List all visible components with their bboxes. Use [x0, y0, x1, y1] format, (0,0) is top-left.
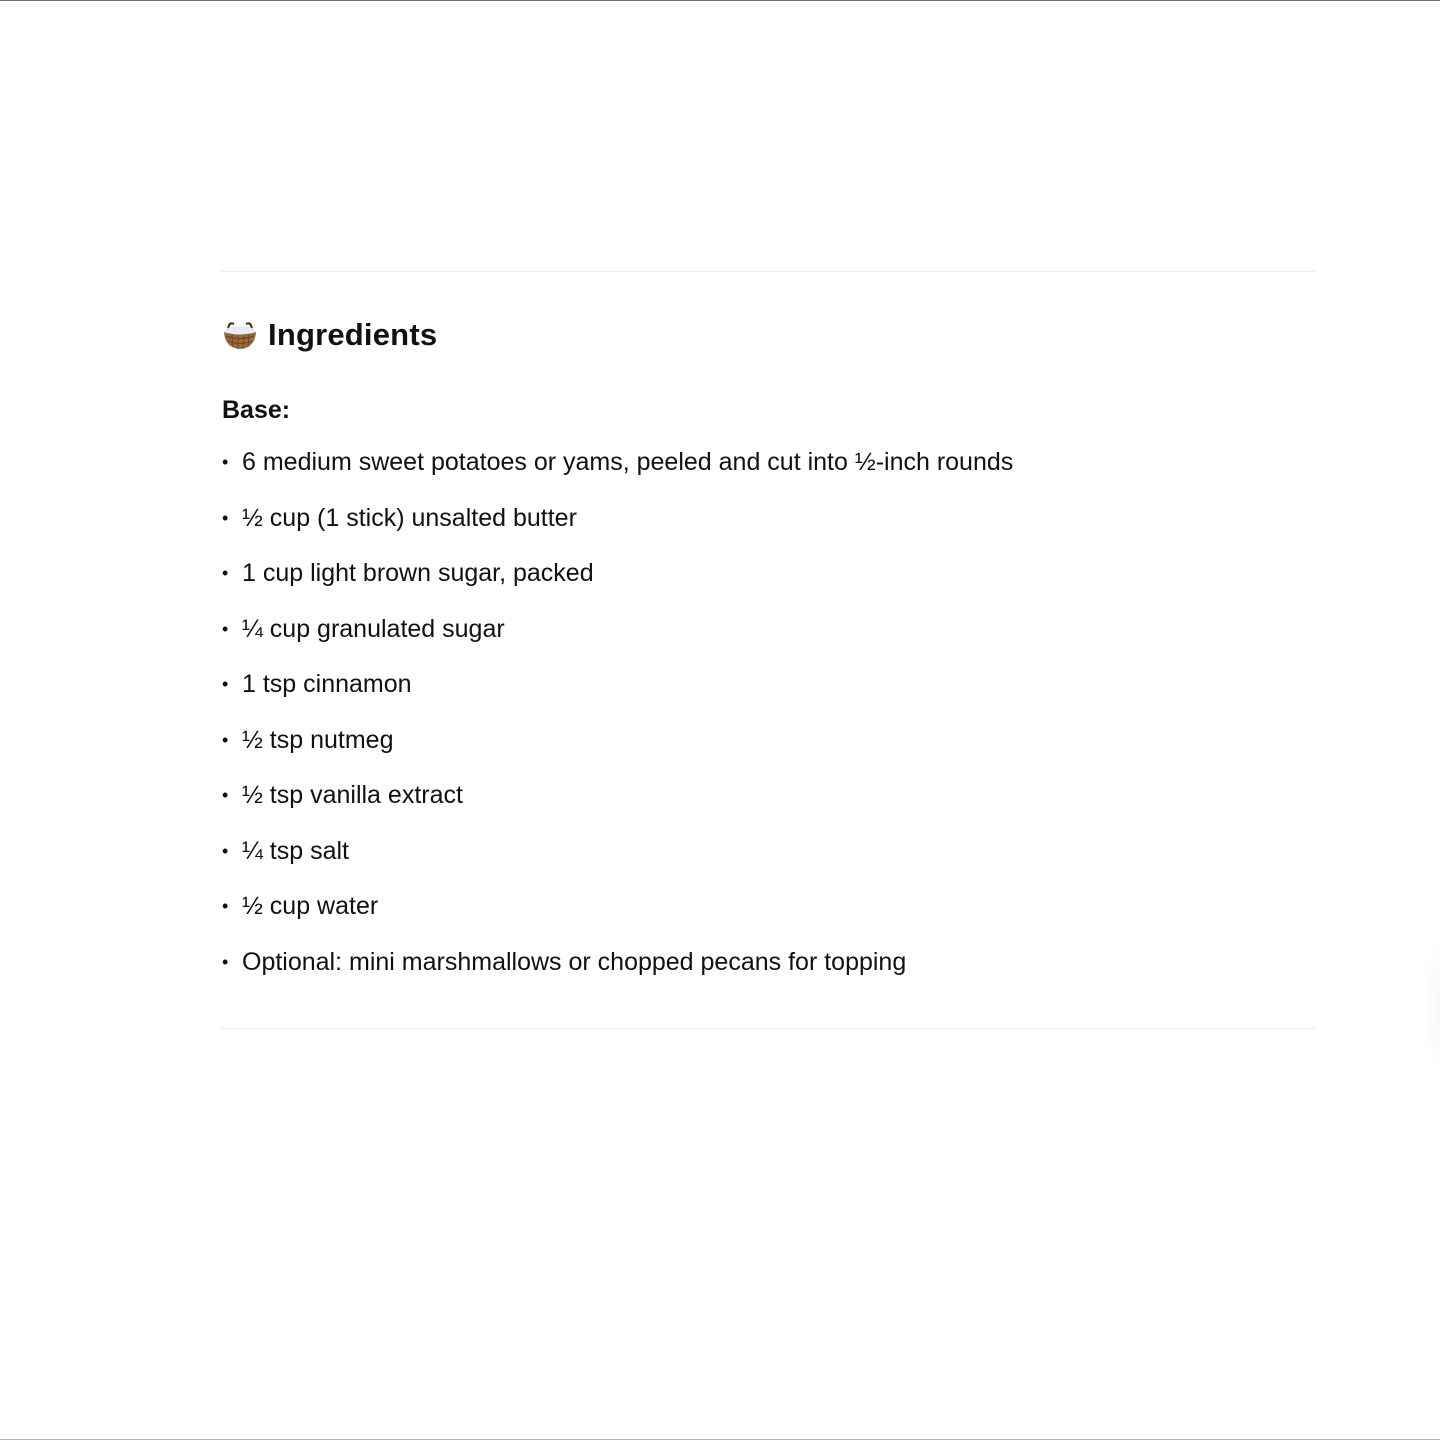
- bullet: •: [222, 674, 229, 694]
- bullet: •: [222, 896, 229, 916]
- list-item: [222, 879, 1013, 935]
- item-text: 1 cup light brown sugar, packed: [242, 559, 594, 587]
- bullet: •: [222, 729, 229, 750]
- list-item: [222, 491, 1013, 547]
- list-item: [222, 713, 1013, 769]
- list-item: [222, 657, 1013, 713]
- subheading-base: Base:: [222, 396, 291, 424]
- list-item: [222, 768, 1013, 824]
- list-item: [222, 824, 1013, 880]
- item-text: 6 medium sweet potatoes or yams, peeled and cut into ½-inch rounds: [242, 448, 1014, 476]
- item-text: ¼ cup granulated sugar: [242, 614, 505, 643]
- item-text: 1 tsp cinnamon: [242, 670, 412, 698]
- item-text: ½ tsp vanilla extract: [242, 781, 463, 809]
- item-text: ½ cup (1 stick) unsalted butter: [242, 503, 577, 532]
- basket-icon: [222, 318, 258, 352]
- section-divider-top: [220, 271, 1315, 272]
- bullet: •: [222, 951, 229, 972]
- ingredient-list: [222, 435, 1013, 990]
- bullet: •: [222, 840, 229, 861]
- item-text: ½ tsp nutmeg: [242, 725, 394, 754]
- list-item: [222, 546, 1013, 602]
- section-heading: [222, 312, 1013, 358]
- bullet: •: [222, 452, 229, 472]
- list-item: [222, 935, 1013, 991]
- section-title: Ingredients: [268, 317, 438, 352]
- bullet: •: [222, 618, 229, 639]
- bullet: •: [222, 563, 229, 583]
- list-item: [222, 602, 1013, 658]
- bullet: •: [222, 507, 229, 528]
- item-text: ¼ tsp salt: [242, 836, 349, 865]
- top-border: [0, 0, 1440, 1]
- ingredients-section: [222, 312, 1013, 990]
- item-text: Optional: mini marshmallows or chopped pecans for topping: [242, 947, 907, 976]
- item-text: ½ cup water: [242, 892, 379, 920]
- section-divider-bottom: [220, 1028, 1315, 1029]
- edge-shadow: [1420, 930, 1440, 1080]
- list-item: [222, 435, 1013, 491]
- bullet: •: [222, 785, 229, 805]
